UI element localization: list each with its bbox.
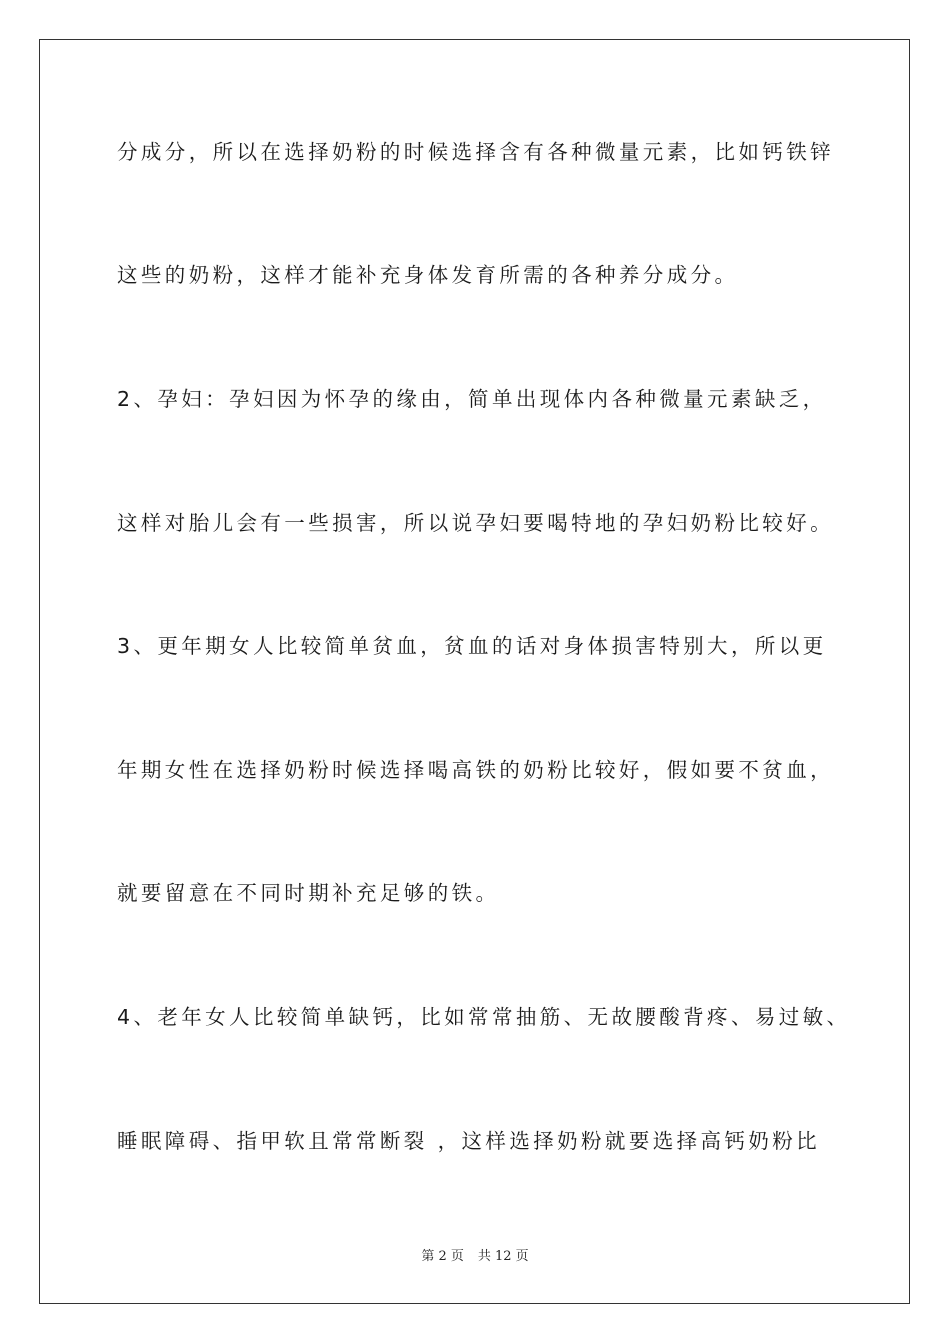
body-line-9: 睡眠障碍、指甲软且常常断裂 ，这样选择奶粉就要选择高钙奶粉比 xyxy=(117,1129,821,1153)
page-number: 第 2 页 xyxy=(421,1249,464,1264)
body-line-5: 3、更年期女人比较简单贫血，贫血的话对身体损害特别大，所以更 xyxy=(117,634,827,658)
body-line-3: 2、孕妇：孕妇因为怀孕的缘由，简单出现体内各种微量元素缺乏， xyxy=(117,387,827,411)
body-line-4: 这样对胎儿会有一些损害，所以说孕妇要喝特地的孕妇奶粉比较好。 xyxy=(117,511,834,535)
page-footer xyxy=(0,1249,950,1265)
total-pages: 共 12 页 xyxy=(477,1249,529,1264)
body-line-7: 就要留意在不同时期补充足够的铁。 xyxy=(117,881,500,905)
body-line-8: 4、老年女人比较简单缺钙，比如常常抽筋、无故腰酸背疼、易过敏、 xyxy=(117,1005,851,1029)
page-border xyxy=(39,39,910,1304)
body-line-2: 这些的奶粉，这样才能补充身体发育所需的各种养分成分。 xyxy=(117,263,739,287)
body-line-6: 年期女性在选择奶粉时候选择喝高铁的奶粉比较好，假如要不贫血， xyxy=(117,758,834,782)
body-line-1: 分成分，所以在选择奶粉的时候选择含有各种微量元素，比如钙铁锌 xyxy=(117,140,834,164)
